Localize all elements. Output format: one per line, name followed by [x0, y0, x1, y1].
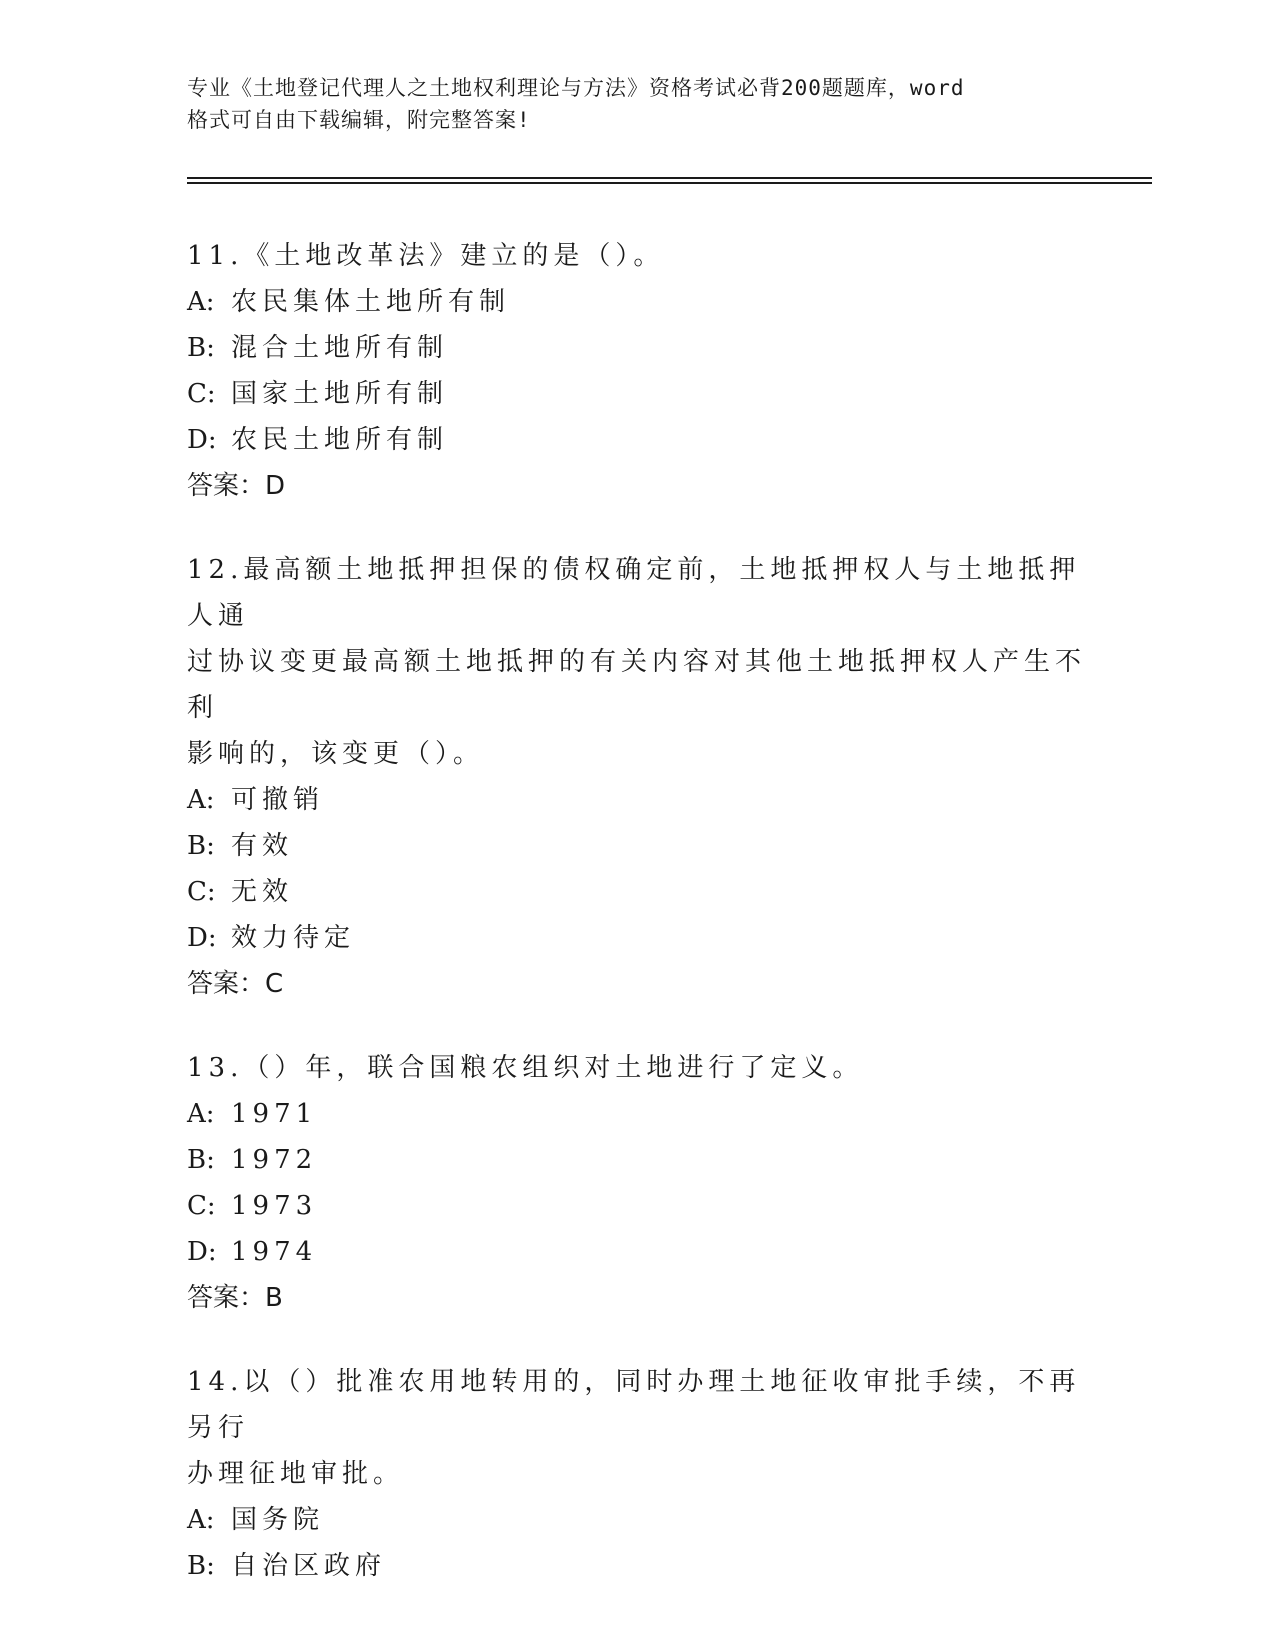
question-list [187, 233, 1087, 1589]
option-text: 无效 [231, 877, 294, 907]
option-label: B: [187, 1145, 215, 1175]
option-label: C: [187, 1191, 216, 1221]
stem-line: 14.以（）批准农用地转用的，同时办理土地征收审批手续，不再另行 [187, 1367, 1081, 1443]
question-stem [187, 547, 1087, 777]
option-text: 国务院 [231, 1505, 325, 1535]
stem-line: 13.（）年，联合国粮农组织对土地进行了定义。 [187, 1053, 864, 1083]
header-divider-top [187, 177, 1152, 179]
option-label: B: [187, 831, 215, 861]
option-label: A: [187, 1099, 215, 1129]
stem-line: 12.最高额土地抵押担保的债权确定前，土地抵押权人与土地抵押人通 [187, 555, 1081, 631]
option-c [187, 371, 1087, 417]
question-spacer [187, 509, 1087, 547]
question-spacer [187, 1007, 1087, 1045]
option-text: 1972 [231, 1145, 318, 1175]
option-d [187, 1229, 1087, 1275]
option-b [187, 1543, 1087, 1589]
option-c [187, 869, 1087, 915]
option-label: C: [187, 379, 216, 409]
question-stem [187, 1359, 1087, 1497]
header-divider-bottom [187, 182, 1152, 184]
stem-line: 11.《土地改革法》建立的是（）。 [187, 241, 665, 271]
document-header [187, 72, 1067, 136]
option-text: 1973 [231, 1191, 318, 1221]
option-c [187, 1183, 1087, 1229]
stem-line: 影响的，该变更（）。 [187, 739, 485, 769]
option-label: D: [187, 425, 217, 455]
option-text: 有效 [231, 831, 294, 861]
option-a [187, 1091, 1087, 1137]
option-b [187, 1137, 1087, 1183]
option-text: 混合土地所有制 [231, 333, 449, 363]
option-text: 1971 [231, 1099, 318, 1129]
answer-line: 答案：B [187, 1283, 283, 1313]
header-line-2: 格式可自由下载编辑，附完整答案! [187, 108, 531, 132]
option-label: A: [187, 287, 215, 317]
answer-line: 答案：C [187, 969, 284, 999]
option-d [187, 417, 1087, 463]
option-text: 自治区政府 [231, 1551, 387, 1581]
option-b [187, 823, 1087, 869]
option-label: D: [187, 1237, 217, 1267]
option-label: B: [187, 1551, 215, 1581]
answer-line: 答案：D [187, 471, 286, 501]
option-label: C: [187, 877, 216, 907]
option-b [187, 325, 1087, 371]
stem-line: 过协议变更最高额土地抵押的有关内容对其他土地抵押权人产生不利 [187, 647, 1087, 723]
question-12 [187, 547, 1087, 1007]
option-label: D: [187, 923, 217, 953]
option-text: 农民集体土地所有制 [231, 287, 511, 317]
option-a [187, 777, 1087, 823]
question-14 [187, 1359, 1087, 1589]
option-text: 效力待定 [231, 923, 356, 953]
option-a [187, 279, 1087, 325]
question-13 [187, 1045, 1087, 1321]
question-spacer [187, 1321, 1087, 1359]
stem-line: 办理征地审批。 [187, 1459, 405, 1489]
option-label: A: [187, 785, 215, 815]
option-a [187, 1497, 1087, 1543]
option-text: 农民土地所有制 [231, 425, 449, 455]
option-label: A: [187, 1505, 215, 1535]
option-text: 1974 [231, 1237, 318, 1267]
option-text: 可撤销 [231, 785, 325, 815]
question-stem [187, 1045, 1087, 1091]
header-line-1: 专业《土地登记代理人之土地权利理论与方法》资格考试必背200题题库，word [187, 76, 965, 100]
option-label: B: [187, 333, 215, 363]
question-stem [187, 233, 1087, 279]
option-d [187, 915, 1087, 961]
question-11 [187, 233, 1087, 509]
option-text: 国家土地所有制 [231, 379, 449, 409]
